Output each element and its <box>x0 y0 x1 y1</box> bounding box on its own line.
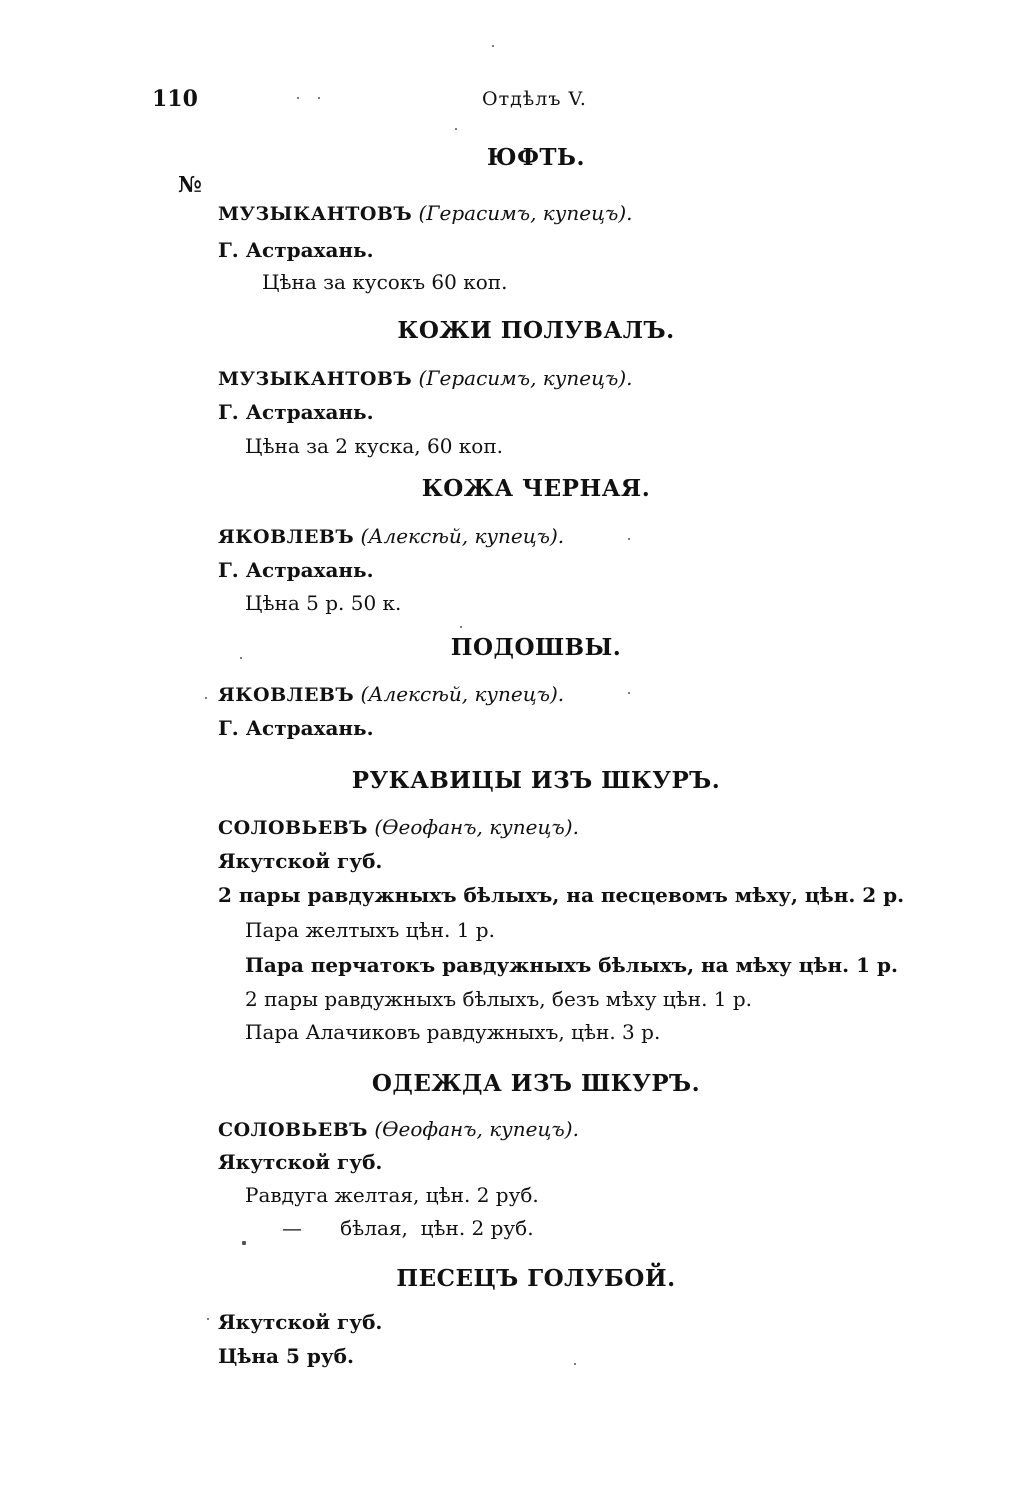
place: Якутской губ. <box>218 1310 383 1334</box>
section-title: ЮФТЬ. <box>486 144 586 171</box>
scan-speck <box>455 128 457 130</box>
price-line: — бѣлая, цѣн. 2 руб. <box>282 1216 534 1240</box>
price-line: Цѣна 5 руб. <box>218 1344 354 1368</box>
section-title: ПОДОШВЫ. <box>450 634 622 661</box>
scan-speck <box>628 538 630 540</box>
price-line: Цѣна за кусокъ 60 коп. <box>262 270 508 294</box>
price-line: 2 пары равдужныхъ бѣлыхъ, на песцевомъ мѣху, цѣн. 2 р. <box>218 883 905 907</box>
scan-speck <box>460 626 462 628</box>
merchant-description: (Герасимъ, купецъ). <box>418 366 633 390</box>
place: Г. Астрахань. <box>218 238 374 262</box>
place: Г. Астрахань. <box>218 558 374 582</box>
scan-speck <box>628 692 630 694</box>
place: Г. Астрахань. <box>218 716 374 740</box>
price-line: Цѣна за 2 куска, 60 коп. <box>245 434 504 458</box>
section-title: ОДЕЖДА ИЗЪ ШКУРЪ. <box>371 1070 701 1097</box>
scan-speck <box>205 697 207 699</box>
merchant-description: (Алексѣй, купецъ). <box>360 524 565 548</box>
running-head: Отдѣлъ V. <box>482 88 587 110</box>
merchant-description: (Алексѣй, купецъ). <box>360 682 565 706</box>
price-line: Пара желтыхъ цѣн. 1 р. <box>245 918 495 942</box>
price-line: 2 пары равдужныхъ бѣлыхъ, безъ мѣху цѣн. 1 р. <box>245 987 753 1011</box>
entry-line <box>218 815 579 839</box>
place: Якутской губ. <box>218 849 383 873</box>
place: Якутской губ. <box>218 1150 383 1174</box>
scan-speck <box>492 45 494 47</box>
price-line: Цѣна 5 р. 50 к. <box>245 591 402 615</box>
merchant-name: МУЗЫКАНТОВЪ <box>218 368 413 390</box>
entry-line <box>218 1117 579 1141</box>
section-title: КОЖИ ПОЛУВАЛЪ. <box>397 317 675 344</box>
merchant-description: (Ѳеофанъ, купецъ). <box>374 1117 579 1141</box>
entry-line <box>218 366 633 390</box>
section-title: РУКАВИЦЫ ИЗЪ ШКУРЪ. <box>351 767 721 794</box>
merchant-description: (Герасимъ, купецъ). <box>418 201 633 225</box>
scan-speck <box>240 657 242 659</box>
merchant-name: СОЛОВЬЕВЪ <box>218 817 368 839</box>
section-title: КОЖА ЧЕРНАЯ. <box>421 475 651 502</box>
scan-speck <box>318 97 320 99</box>
entry-line <box>218 524 564 548</box>
merchant-description: (Ѳеофанъ, купецъ). <box>374 815 579 839</box>
merchant-name: СОЛОВЬЕВЪ <box>218 1119 368 1141</box>
entry-line <box>218 682 564 706</box>
scan-speck <box>297 97 299 99</box>
scan-speck <box>574 1363 576 1365</box>
entry-line <box>218 201 633 225</box>
price-line: Равдуга желтая, цѣн. 2 руб. <box>245 1183 539 1207</box>
price-line: Пара Алачиковъ равдужныхъ, цѣн. 3 р. <box>245 1020 661 1044</box>
place: Г. Астрахань. <box>218 400 374 424</box>
merchant-name: ЯКОВЛЕВЪ <box>218 526 355 548</box>
section-title: ПЕСЕЦЪ ГОЛУБОЙ. <box>396 1265 676 1292</box>
merchant-name: ЯКОВЛЕВЪ <box>218 684 355 706</box>
price-line: Пара перчатокъ равдужныхъ бѣлыхъ, на мѣху цѣн. 1 р. <box>245 953 898 977</box>
page-number: 110 <box>152 86 198 112</box>
merchant-name: МУЗЫКАНТОВЪ <box>218 203 413 225</box>
scan-speck <box>207 1318 209 1320</box>
scan-speck <box>242 1241 246 1245</box>
number-sign: № <box>178 172 202 198</box>
